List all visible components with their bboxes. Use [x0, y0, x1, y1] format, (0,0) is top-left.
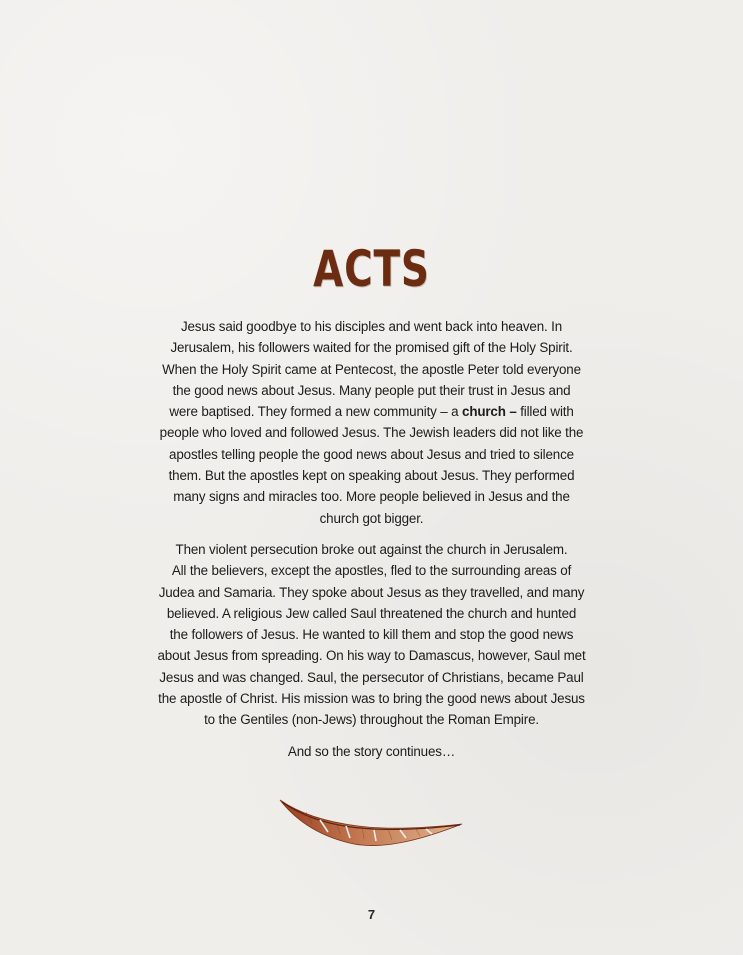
text-line: Jesus said goodbye to his disciples and went back into heaven. In [180, 319, 563, 334]
text-line: When the Holy Spirit came at Pentecost, the apostle Peter told everyone [162, 361, 581, 377]
paragraph-intro [140, 316, 603, 529]
text-line: to the Gentiles (non-Jews) throughout the Roman Empire. [204, 712, 539, 728]
text-line: the followers of Jesus. He wanted to kill them and stop the good news [169, 627, 574, 643]
text-segment: filled with [516, 404, 574, 420]
text-line: believed. A religious Jew called Saul threatened the church and hunted [166, 605, 577, 621]
text-line: Jesus and was changed. Saul, the persecutor of Christians, became Paul [159, 669, 584, 685]
text-line: Judea and Samaria. They spoke about Jesus as they travelled, and many [158, 584, 585, 600]
text-line: about Jesus from spreading. On his way to Damascus, however, Saul met [157, 648, 586, 664]
text-line: Then violent persecution broke out against the church in Jerusalem. [175, 542, 568, 557]
feather-icon [276, 796, 466, 852]
text-line: All the believers, except the apostles, fled to the surrounding areas of [171, 563, 572, 579]
paragraph-closing: And so the story continues… [287, 744, 456, 759]
text-line: the good news about Jesus. Many people put their trust in Jesus and [172, 382, 571, 398]
page-number: 7 [367, 907, 376, 922]
text-line [140, 401, 603, 422]
text-line: the apostle of Christ. His mission was to bring the good news about Jesus [158, 691, 585, 707]
paragraph-persecution [140, 539, 603, 731]
text-segment: were baptised. They formed a new community – a [169, 404, 463, 420]
bold-term-church: church – [462, 404, 517, 420]
text-line: them. But the apostles kept on speaking about Jesus. They performed [168, 468, 575, 484]
text-line: Jerusalem, his followers waited for the promised gift of the Holy Spirit. [170, 340, 573, 356]
text-line: people who loved and followed Jesus. The Jewish leaders did not like the [159, 425, 584, 441]
text-line: apostles telling people the good news about Jesus and tried to silence [169, 446, 574, 462]
page-title: ACTS [313, 240, 430, 298]
text-line: many signs and miracles too. More people believed in Jesus and the [173, 489, 570, 505]
text-line: church got bigger. [319, 510, 424, 526]
